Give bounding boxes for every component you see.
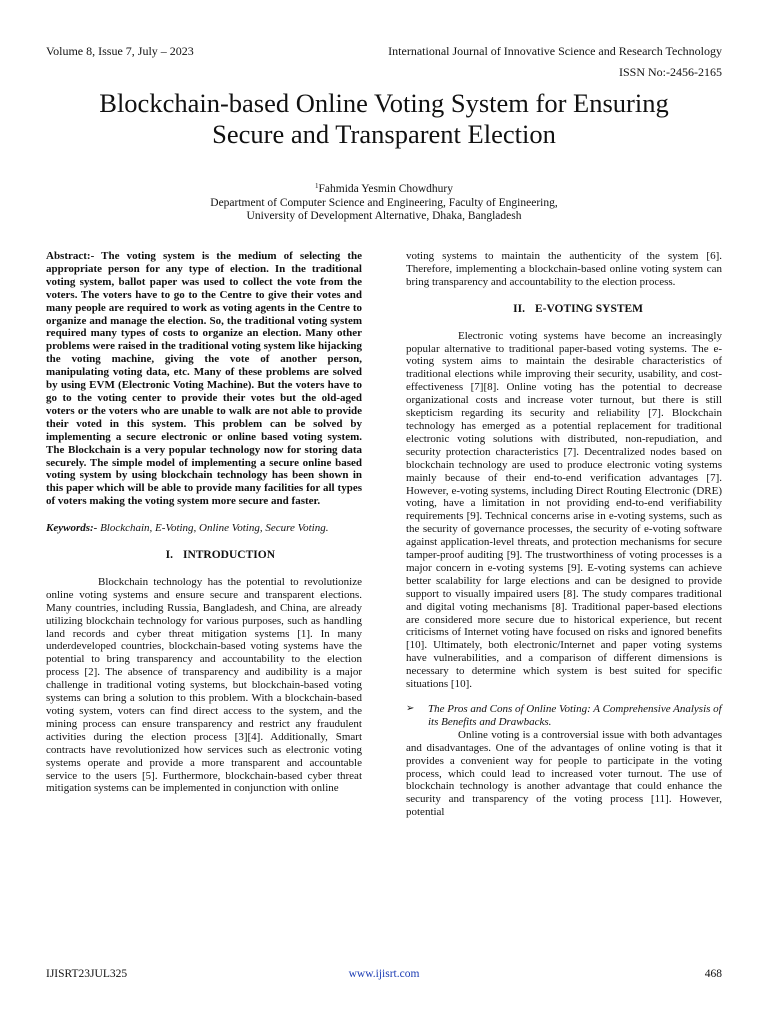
introduction-continued-paragraph: voting systems to maintain the authenticity of the system [6]. Therefore, implementing a blockchain-based online voting system can bring transparency and accountability to the election process. [406, 250, 722, 288]
keywords-label: Keywords:- [46, 522, 98, 535]
keywords [46, 522, 362, 535]
right-column [406, 250, 722, 819]
section-heading-introduction [46, 549, 362, 562]
section-title: INTRODUCTION [182, 549, 275, 562]
author-block [40, 180, 728, 224]
introduction-paragraph: Blockchain technology has the potential to revolutionize online voting systems and ensure secure and transparent elections. Many countries, including Russia, Bangladesh, and China, are already utilizing blockchain technology for various purposes, such as handling land records and cyber threat mitigation systems [1]. In many underdeveloped countries, blockchain-based voting systems have the potential to bring transparency and accountability to the election process [2]. The absence of transparency and audibility is a major challenge in traditional voting systems, but blockchain-based voting systems can bring a solution to this problem. With a blockchain-based voting system, voters can find direct access to the system, and the mining process can ensure transparency and restrict any fraudulent activities during the election process [3][4]. Additionally, Smart contracts have revolutionized how services such as electronic voting systems operate and provide a more transparent and accountable service to the users [5]. Furthermore, blockchain-based cyber threat mitigation systems can be implemented in conjunction with online [46, 575, 362, 795]
author-affiliation-2: University of Development Alternative, Dhaka, Bangladesh [246, 210, 522, 222]
title-line-1: Blockchain-based Online Voting System for Ensuring [99, 88, 669, 118]
journal-name: International Journal of Innovative Science and Research Technology [388, 44, 722, 58]
section-number: I. [165, 549, 173, 562]
arrow-bullet-icon: ➢ [406, 703, 415, 714]
left-column [46, 250, 362, 795]
author-affiliation-1: Department of Computer Science and Engineering, Faculty of Engineering, [210, 196, 558, 209]
keywords-text: Blockchain, E-Voting, Online Voting, Secure Voting. [97, 522, 329, 535]
author-name-line [40, 180, 728, 197]
section-number: II. [513, 302, 525, 315]
title-line-2: Secure and Transparent Election [212, 119, 556, 149]
subheading-text: The Pros and Cons of Online Voting: A Comprehensive Analysis of its Benefits and Drawbacks. [428, 703, 722, 728]
footer-page-number: 468 [704, 968, 722, 980]
abstract-text: The voting system is the medium of selecting the appropriate person for any type of election. In the traditional voting system, ballot paper was used to collect the vote from the voters. The voters have to go to the Centre to give their votes and many people are required to work as voting agents in the Centre to organize and manage the election. So, the traditional voting system required many types of costs to organize an election. Many other problems were raised in the traditional voting system like hijacking the voting machine, giving the vote of another person, manipulating voting data, etc. Many of these problems are solved by using EVM (Electronic Voting Machine). But the voters have to go to the voting center to provide their votes but the old-aged voters or the voters who are unable to walk are not able to provide their voted in this system. This problem can be solved by implementing a secure electronic or online based voting system. The Blockchain is a very popular technology now for storing data securely. The simple model of implementing a secure online based voting system by using blockchain technology has been shown in this paper which will be able to provide many facilities for all types of voters making the voting system more secure and faster. [46, 250, 362, 508]
online-voting-paragraph: Online voting is a controversial issue with both advantages and disadvantages. One of the advantages of online voting is that it provides a convenient way for people to participate in the voting process, which could lead to increased voter turnout. The use of blockchain technology is another advantage that could enhance the security and transparency of the voting process [11]. However, potential [406, 728, 722, 819]
abstract [46, 250, 362, 508]
author-superscript: 1 [315, 182, 319, 190]
footer-website-link[interactable]: www.ijisrt.com [348, 968, 420, 980]
journal-volume: Volume 8, Issue 7, July – 2023 [46, 44, 194, 58]
paper-title [40, 88, 728, 150]
subheading-bullet [406, 703, 722, 729]
e-voting-paragraph: Electronic voting systems have become an increasingly popular alternative to traditional paper-based voting systems. The e-voting system aims to maintain the desirable characteristics of traditional elections while improving their security, usability, and cost-effectiveness [7][8]. Online voting has the potential to decrease organizational costs and increase voter turnout, but there is still skepticism regarding its security and reliability [7]. Blockchain technology has emerged as a potential replacement for traditional electronic voting solutions with distributed, non-repudiation, and security protection characteristics [7]. Decentralized nodes based on blockchain technology are used to produce electronic voting systems mainly because of their end-to-end verification advantages [7]. However, e-voting systems, including Direct Routing Electronic (DRE) voting, have a limitation in not providing end-to-end verifiability requirements [9]. Technical concerns arise in e-voting systems, such as the security of governance processes, the security of e-voting software against application-level threats, and protection mechanisms for secure tamper-proof auditing [9]. The trustworthiness of voting processes is a major concern in e-voting systems [9]. E-voting systems can achieve better scalability for large elections and can be designed to provide support to visually impaired users [8]. The study compares traditional and digital voting mechanisms [8]. Traditional paper-based elections are considered more secure due to historical experience, but recent criticisms of Internet voting have focused on risks and ignored benefits [10]. Ultimately, both electronic/Internet and paper voting systems have vulnerabilities, and a comparison of different dimensions is necessary to determine which system is best suited for specific situations [10]. [406, 329, 722, 691]
section-heading-e-voting [406, 303, 722, 316]
journal-issn: ISSN No:-2456-2165 [618, 65, 722, 79]
footer-paper-id: IJISRT23JUL325 [46, 968, 128, 980]
section-title: E-VOTING SYSTEM [534, 302, 644, 315]
author-name: Fahmida Yesmin Chowdhury [318, 183, 453, 195]
abstract-label: Abstract:- [46, 250, 95, 262]
